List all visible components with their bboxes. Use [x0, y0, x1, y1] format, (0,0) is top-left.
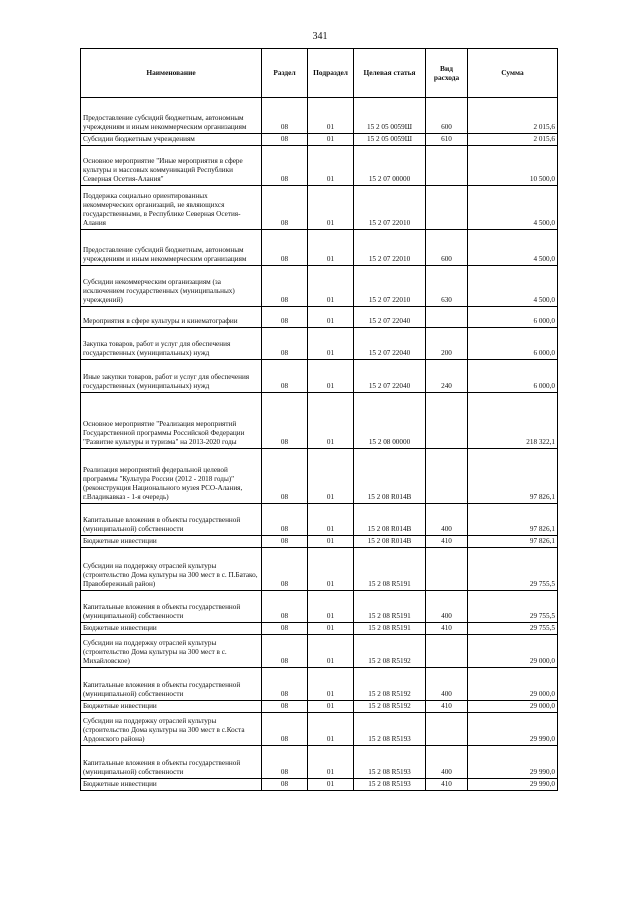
- row-subsection: 01: [308, 266, 354, 307]
- row-target: 15 2 05 0059Ш: [354, 134, 426, 146]
- table-row: [81, 98, 558, 134]
- row-type: 410: [426, 623, 468, 635]
- row-section: 08: [262, 134, 308, 146]
- row-subsection: 01: [308, 668, 354, 701]
- row-name: Бюджетные инвестиции: [81, 701, 262, 713]
- row-section: 08: [262, 536, 308, 548]
- row-name: Предоставление субсидий бюджетным, автономным учреждениям и иным некоммерческим организациям: [81, 98, 262, 134]
- table-row: [81, 591, 558, 623]
- row-subsection: 01: [308, 504, 354, 536]
- row-section: 08: [262, 701, 308, 713]
- row-name: Субсидии на поддержку отраслей культуры (строительство Дома культуры на 300 мест в с. П.Батако, Правобережный район): [81, 548, 262, 591]
- table-row: [81, 779, 558, 791]
- row-section: 08: [262, 623, 308, 635]
- row-sum: 218 322,1: [468, 393, 558, 449]
- budget-table: [80, 48, 558, 791]
- row-name: Основное мероприятие "Реализация мероприятий Государственной программы Российской Федерации "Развитие культуры и туризма" на 2013-2020 годы: [81, 393, 262, 449]
- row-sum: 6 000,0: [468, 360, 558, 393]
- row-target: 15 2 07 22040: [354, 307, 426, 328]
- table-row: [81, 536, 558, 548]
- row-name: Предоставление субсидий бюджетным, автономным учреждениям и иным некоммерческим организациям: [81, 230, 262, 266]
- table-row: [81, 230, 558, 266]
- row-type: 400: [426, 504, 468, 536]
- row-target: 15 2 08 R5193: [354, 779, 426, 791]
- table-row: [81, 360, 558, 393]
- row-section: 08: [262, 746, 308, 779]
- row-subsection: 01: [308, 230, 354, 266]
- row-sum: 2 015,6: [468, 134, 558, 146]
- row-name: Закупка товаров, работ и услуг для обеспечения государственных (муниципальных) нужд: [81, 328, 262, 360]
- header-subsection: Подраздел: [308, 49, 354, 98]
- row-section: 08: [262, 779, 308, 791]
- row-name: Капитальные вложения в объекты государственной (муниципальной) собственности: [81, 504, 262, 536]
- table-row: [81, 635, 558, 668]
- row-sum: 29 755,5: [468, 623, 558, 635]
- table-row: [81, 623, 558, 635]
- row-section: 08: [262, 393, 308, 449]
- table-row: [81, 504, 558, 536]
- row-type: [426, 393, 468, 449]
- row-target: 15 2 08 R014B: [354, 536, 426, 548]
- row-sum: 10 500,0: [468, 146, 558, 186]
- row-subsection: 01: [308, 623, 354, 635]
- row-target: 15 2 07 00000: [354, 146, 426, 186]
- row-target: 15 2 08 R5192: [354, 635, 426, 668]
- row-name: Субсидии на поддержку отраслей культуры (строительство Дома культуры на 300 мест в с. Михайловское): [81, 635, 262, 668]
- row-type: 600: [426, 98, 468, 134]
- table-row: [81, 393, 558, 449]
- table-row: [81, 701, 558, 713]
- row-section: 08: [262, 504, 308, 536]
- row-type: 400: [426, 591, 468, 623]
- row-target: 15 2 05 0059Ш: [354, 98, 426, 134]
- header-section: Раздел: [262, 49, 308, 98]
- table-row: [81, 134, 558, 146]
- table-row: [81, 548, 558, 591]
- row-type: [426, 307, 468, 328]
- table-row: [81, 146, 558, 186]
- row-sum: 4 500,0: [468, 186, 558, 230]
- row-section: 08: [262, 328, 308, 360]
- row-sum: 29 990,0: [468, 746, 558, 779]
- row-name: Субсидии на поддержку отраслей культуры (строительство Дома культуры на 300 мест в с.Коста Ардонского района): [81, 713, 262, 746]
- row-sum: 4 500,0: [468, 266, 558, 307]
- header-sum: Сумма: [468, 49, 558, 98]
- row-type: 410: [426, 701, 468, 713]
- row-type: [426, 449, 468, 504]
- row-section: 08: [262, 266, 308, 307]
- row-section: 08: [262, 449, 308, 504]
- row-section: 08: [262, 360, 308, 393]
- row-type: 610: [426, 134, 468, 146]
- row-type: [426, 713, 468, 746]
- table-header-row: [81, 49, 558, 98]
- row-subsection: 01: [308, 701, 354, 713]
- row-name: Реализация мероприятий федеральной целевой программы "Культура России (2012 - 2018 годы)" (реконструкция Национального музея РСО-Алания, г.Владикавказ - 1-я очередь): [81, 449, 262, 504]
- row-sum: 29 990,0: [468, 779, 558, 791]
- row-sum: 6 000,0: [468, 328, 558, 360]
- row-sum: 29 000,0: [468, 635, 558, 668]
- row-type: 410: [426, 536, 468, 548]
- header-target: Целевая статья: [354, 49, 426, 98]
- row-name: Бюджетные инвестиции: [81, 623, 262, 635]
- row-section: 08: [262, 230, 308, 266]
- row-sum: 4 500,0: [468, 230, 558, 266]
- row-sum: 97 826,1: [468, 536, 558, 548]
- row-section: 08: [262, 668, 308, 701]
- table-row: [81, 186, 558, 230]
- row-sum: 97 826,1: [468, 449, 558, 504]
- row-target: 15 2 08 R5191: [354, 623, 426, 635]
- row-target: 15 2 07 22040: [354, 328, 426, 360]
- row-subsection: 01: [308, 328, 354, 360]
- row-name: Капитальные вложения в объекты государственной (муниципальной) собственности: [81, 746, 262, 779]
- row-section: 08: [262, 146, 308, 186]
- row-sum: 29 000,0: [468, 668, 558, 701]
- row-type: 400: [426, 668, 468, 701]
- header-type: Вид расхода: [426, 49, 468, 98]
- row-subsection: 01: [308, 591, 354, 623]
- row-section: 08: [262, 307, 308, 328]
- row-target: 15 2 07 22010: [354, 186, 426, 230]
- row-section: 08: [262, 635, 308, 668]
- row-target: 15 2 08 R014B: [354, 449, 426, 504]
- row-subsection: 01: [308, 713, 354, 746]
- row-type: [426, 548, 468, 591]
- row-section: 08: [262, 548, 308, 591]
- row-name: Бюджетные инвестиции: [81, 779, 262, 791]
- row-name: Субсидии некоммерческим организациям (за исключением государственных (муниципальных) учреждений): [81, 266, 262, 307]
- table-row: [81, 713, 558, 746]
- row-section: 08: [262, 591, 308, 623]
- row-type: [426, 186, 468, 230]
- row-target: 15 2 07 22010: [354, 266, 426, 307]
- row-type: [426, 635, 468, 668]
- row-name: Капитальные вложения в объекты государственной (муниципальной) собственности: [81, 591, 262, 623]
- table-row: [81, 266, 558, 307]
- row-name: Поддержка социально ориентированных некоммерческих организаций, не являющихся государственными, в Республике Северная Осетия-Алания: [81, 186, 262, 230]
- table-row: [81, 746, 558, 779]
- row-subsection: 01: [308, 635, 354, 668]
- row-subsection: 01: [308, 393, 354, 449]
- row-subsection: 01: [308, 548, 354, 591]
- header-name: Наименование: [81, 49, 262, 98]
- row-subsection: 01: [308, 186, 354, 230]
- row-type: 600: [426, 230, 468, 266]
- row-subsection: 01: [308, 134, 354, 146]
- row-type: [426, 146, 468, 186]
- row-name: Мероприятия в сфере культуры и кинематографии: [81, 307, 262, 328]
- page-number: 341: [312, 31, 328, 42]
- row-target: 15 2 07 22040: [354, 360, 426, 393]
- row-type: 240: [426, 360, 468, 393]
- row-sum: 2 015,6: [468, 98, 558, 134]
- row-target: 15 2 07 22010: [354, 230, 426, 266]
- row-subsection: 01: [308, 146, 354, 186]
- row-name: Основное мероприятие "Иные мероприятия в сфере культуры и массовых коммуникаций Республики Северная Осетия-Алания": [81, 146, 262, 186]
- row-subsection: 01: [308, 746, 354, 779]
- table-row: [81, 449, 558, 504]
- row-target: 15 2 08 R5191: [354, 591, 426, 623]
- table-row: [81, 307, 558, 328]
- row-target: 15 2 08 00000: [354, 393, 426, 449]
- row-section: 08: [262, 98, 308, 134]
- row-subsection: 01: [308, 98, 354, 134]
- row-target: 15 2 08 R5191: [354, 548, 426, 591]
- row-target: 15 2 08 R5192: [354, 668, 426, 701]
- row-name: Бюджетные инвестиции: [81, 536, 262, 548]
- table-row: [81, 328, 558, 360]
- row-sum: 29 990,0: [468, 713, 558, 746]
- row-target: 15 2 08 R014B: [354, 504, 426, 536]
- row-target: 15 2 08 R5193: [354, 713, 426, 746]
- row-sum: 29 755,5: [468, 548, 558, 591]
- row-sum: 29 000,0: [468, 701, 558, 713]
- row-section: 08: [262, 713, 308, 746]
- table-row: [81, 668, 558, 701]
- row-name: Капитальные вложения в объекты государственной (муниципальной) собственности: [81, 668, 262, 701]
- row-subsection: 01: [308, 779, 354, 791]
- row-sum: 6 000,0: [468, 307, 558, 328]
- row-name: Субсидии бюджетным учреждениям: [81, 134, 262, 146]
- row-target: 15 2 08 R5193: [354, 746, 426, 779]
- table-body: [81, 98, 558, 791]
- row-subsection: 01: [308, 449, 354, 504]
- row-type: 410: [426, 779, 468, 791]
- row-type: 630: [426, 266, 468, 307]
- row-section: 08: [262, 186, 308, 230]
- row-subsection: 01: [308, 360, 354, 393]
- row-sum: 29 755,5: [468, 591, 558, 623]
- row-sum: 97 826,1: [468, 504, 558, 536]
- row-type: 400: [426, 746, 468, 779]
- row-type: 200: [426, 328, 468, 360]
- row-subsection: 01: [308, 536, 354, 548]
- row-subsection: 01: [308, 307, 354, 328]
- row-name: Иные закупки товаров, работ и услуг для обеспечения государственных (муниципальных) нужд: [81, 360, 262, 393]
- row-target: 15 2 08 R5192: [354, 701, 426, 713]
